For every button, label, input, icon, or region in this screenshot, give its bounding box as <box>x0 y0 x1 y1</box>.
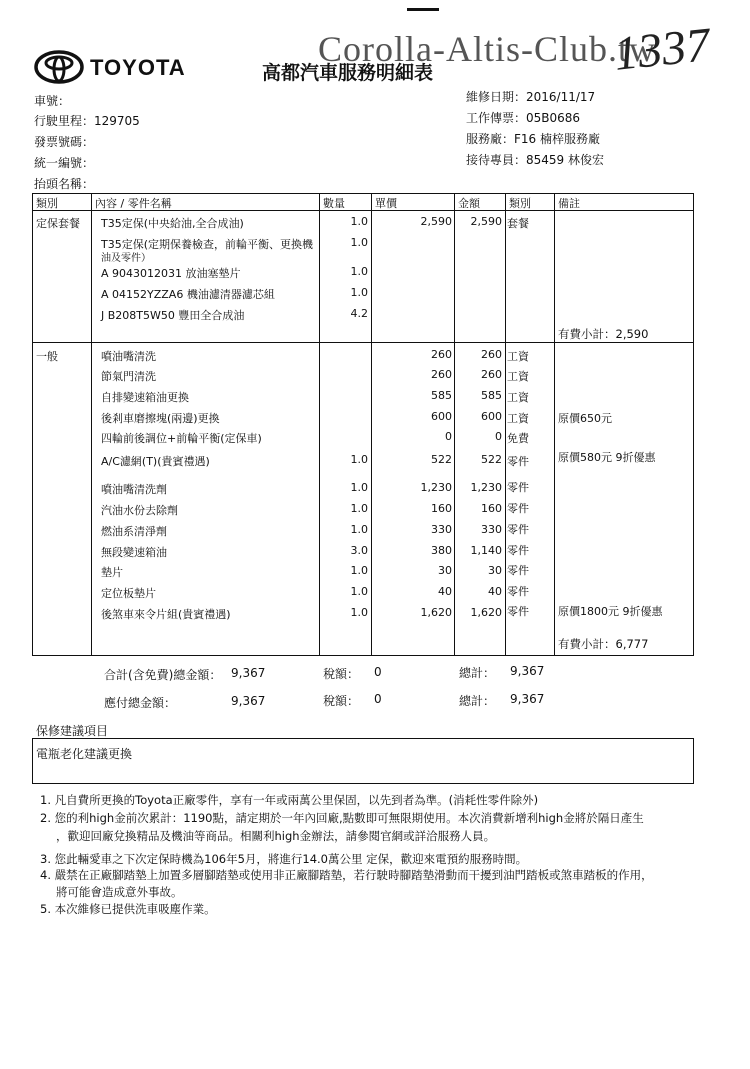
item-amount: 0 <box>495 430 502 443</box>
item-price: 30 <box>438 564 452 577</box>
item-amount: 40 <box>488 585 502 598</box>
item-type: 零件 <box>507 564 529 577</box>
sum-value: 9,367 <box>510 664 545 678</box>
item-type: 零件 <box>507 455 529 468</box>
subtotal: 有費小計：6,777 <box>558 637 649 651</box>
item-amount: 1,230 <box>470 481 502 494</box>
item-qty: 1.0 <box>350 453 368 466</box>
item-amount: 30 <box>488 564 502 577</box>
item-price: 330 <box>431 523 452 536</box>
item-amount: 330 <box>481 523 502 536</box>
item-name: A/C濾網(T)(貴賓禮遇) <box>101 455 210 468</box>
item-type: 零件 <box>507 585 529 598</box>
col-header-price: 單價 <box>375 197 397 210</box>
item-qty: 1.0 <box>350 502 368 515</box>
col-header-type: 類別 <box>509 197 531 210</box>
work-order: 工作傳票：05B0686 <box>466 111 581 125</box>
top-mark <box>407 8 439 11</box>
item-amount: 260 <box>481 368 502 381</box>
suggestions-content: 電瓶老化建議更換 <box>36 747 133 761</box>
item-qty: 1.0 <box>350 286 368 299</box>
tax-label: 稅額： <box>323 667 360 681</box>
tax-value: 0 <box>374 665 382 679</box>
item-type: 工資 <box>507 412 529 425</box>
item-amount: 2,590 <box>470 215 502 228</box>
item-name: 燃油系清淨劑 <box>101 525 167 538</box>
item-amount: 522 <box>481 453 502 466</box>
item-name: A 9043012031 放油塞墊片 <box>101 267 241 280</box>
sum2-label: 總計： <box>459 694 496 708</box>
item-amount: 600 <box>481 410 502 423</box>
item-name: 四輪前後調位+前輪平衡(定保車) <box>101 432 262 445</box>
handwritten-number: 1337 <box>611 18 713 81</box>
col-header-amount: 金額 <box>458 197 480 210</box>
service-table <box>32 193 694 656</box>
item-type: 零件 <box>507 544 529 557</box>
item-type: 工資 <box>507 370 529 383</box>
item-price: 380 <box>431 544 452 557</box>
item-price: 585 <box>431 389 452 402</box>
tax2-label: 稅額： <box>323 694 360 708</box>
item-qty: 1.0 <box>350 265 368 278</box>
item-name: 自排變速箱油更換 <box>101 391 189 404</box>
item-price: 1,620 <box>420 606 452 619</box>
payee-label: 抬頭名稱： <box>34 177 95 191</box>
service-plant: 服務廠：F16 楠梓服務廠 <box>466 132 600 146</box>
item-name: 無段變速箱油 <box>101 546 167 559</box>
item-type: 套餐 <box>507 217 529 230</box>
document-title: 高都汽車服務明細表 <box>262 62 434 84</box>
item-name: 後剎車磨擦塊(兩邊)更換 <box>101 412 220 425</box>
col-header-item: 內容 / 零件名稱 <box>95 197 172 210</box>
item-name: 汽油水份去除劑 <box>101 504 178 517</box>
sum-label: 總計： <box>459 666 496 680</box>
tax2-value: 0 <box>374 692 382 706</box>
item-name: T35定保(定期保養檢查，前輪平衡、更換機 <box>101 238 314 251</box>
note-3: 3. 您此輛愛車之下次定保時機為106年5月，將進行14.0萬公里 定保，歡迎來電預約服務時間。 <box>40 852 528 866</box>
item-price: 600 <box>431 410 452 423</box>
item-note: 原價580元 9折優惠 <box>558 451 656 464</box>
service-advisor: 接待專員：85459 林俊宏 <box>466 153 604 167</box>
item-name: 墊片 <box>101 566 123 579</box>
col-header-qty: 數量 <box>323 197 345 210</box>
item-name: 噴油嘴清洗劑 <box>101 483 167 496</box>
item-price: 0 <box>445 430 452 443</box>
brand-name: TOYOTA <box>90 55 186 80</box>
item-type: 零件 <box>507 502 529 515</box>
item-amount: 160 <box>481 502 502 515</box>
item-price: 1,230 <box>420 481 452 494</box>
col-header-category: 類別 <box>36 197 58 210</box>
item-name: A 04152YZZA6 機油濾清器濾芯組 <box>101 288 275 301</box>
watermark: Corolla-Altis-Club.tw <box>318 29 656 69</box>
item-qty: 1.0 <box>350 215 368 228</box>
note-2-cont: ，歡迎回廠兌換精品及機油等商品。相關利high金辦法，請參閱官網或詳洽服務人員。 <box>56 829 496 843</box>
item-price: 2,590 <box>420 215 452 228</box>
total-value: 9,367 <box>231 666 266 680</box>
toyota-logo-icon <box>34 50 84 84</box>
item-qty: 1.0 <box>350 606 368 619</box>
note-2: 2. 您的利high金前次累計：1190點，請定期於一年內回廠,點數即可無限期使用。本次消費新增利high金將於隔日產生 <box>40 811 644 825</box>
payable-value: 9,367 <box>231 694 266 708</box>
item-amount: 260 <box>481 348 502 361</box>
tax-id-label: 統一編號： <box>34 156 95 170</box>
item-name-cont: 油及零件） <box>101 253 151 264</box>
item-type: 零件 <box>507 605 529 618</box>
item-name: T35定保(中央給油,全合成油) <box>101 217 244 230</box>
item-type: 免費 <box>507 432 529 445</box>
item-type: 工資 <box>507 350 529 363</box>
invoice-label: 發票號碼： <box>34 135 95 149</box>
group-category: 一般 <box>36 350 58 363</box>
item-qty: 4.2 <box>350 307 368 320</box>
item-qty: 1.0 <box>350 564 368 577</box>
item-price: 522 <box>431 453 452 466</box>
item-name: 節氣門清洗 <box>101 370 156 383</box>
item-name: 噴油嘴清洗 <box>101 350 156 363</box>
subtotal: 有費小計：2,590 <box>558 327 649 341</box>
group-category: 定保套餐 <box>36 217 80 230</box>
total-label: 合計(含免費)總金額： <box>104 668 222 682</box>
item-qty: 1.0 <box>350 523 368 536</box>
item-qty: 1.0 <box>350 236 368 249</box>
item-amount: 585 <box>481 389 502 402</box>
item-type: 零件 <box>507 523 529 536</box>
item-type: 工資 <box>507 391 529 404</box>
item-qty: 1.0 <box>350 481 368 494</box>
item-name: 定位板墊片 <box>101 587 156 600</box>
item-name: 後煞車來令片組(貴賓禮遇) <box>101 608 231 621</box>
suggestions-box <box>32 738 694 784</box>
item-amount: 1,620 <box>470 606 502 619</box>
item-price: 260 <box>431 348 452 361</box>
item-price: 260 <box>431 368 452 381</box>
note-1: 1. 凡自費所更換的Toyota正廠零件，享有一年或兩萬公里保固，以先到者為準。(消耗性零件除外) <box>40 793 539 807</box>
note-4: 4. 嚴禁在正廠腳踏墊上加置多層腳踏墊或使用非正廠腳踏墊，若行駛時腳踏墊滑動而干擾到油門踏板或煞車踏板的作用， <box>40 868 653 882</box>
item-qty: 3.0 <box>350 544 368 557</box>
payable-label: 應付總金額： <box>104 696 177 710</box>
mileage-label: 行駛里程：129705 <box>34 114 140 128</box>
item-name: J B208T5W50 豐田全合成油 <box>101 309 245 322</box>
note-5: 5. 本次維修已提供洗車吸塵作業。 <box>40 902 216 916</box>
item-amount: 1,140 <box>470 544 502 557</box>
sum2-value: 9,367 <box>510 692 545 706</box>
item-note: 原價650元 <box>558 412 612 425</box>
note-4-cont: 將可能會造成意外事故。 <box>56 885 183 899</box>
item-price: 40 <box>438 585 452 598</box>
plate-label: 車號： <box>34 94 71 108</box>
item-type: 零件 <box>507 481 529 494</box>
item-note: 原價1800元 9折優惠 <box>558 605 663 618</box>
repair-date: 維修日期：2016/11/17 <box>466 90 596 104</box>
col-header-note: 備註 <box>558 197 580 210</box>
item-price: 160 <box>431 502 452 515</box>
item-qty: 1.0 <box>350 585 368 598</box>
suggestions-title: 保修建議項目 <box>36 724 109 738</box>
